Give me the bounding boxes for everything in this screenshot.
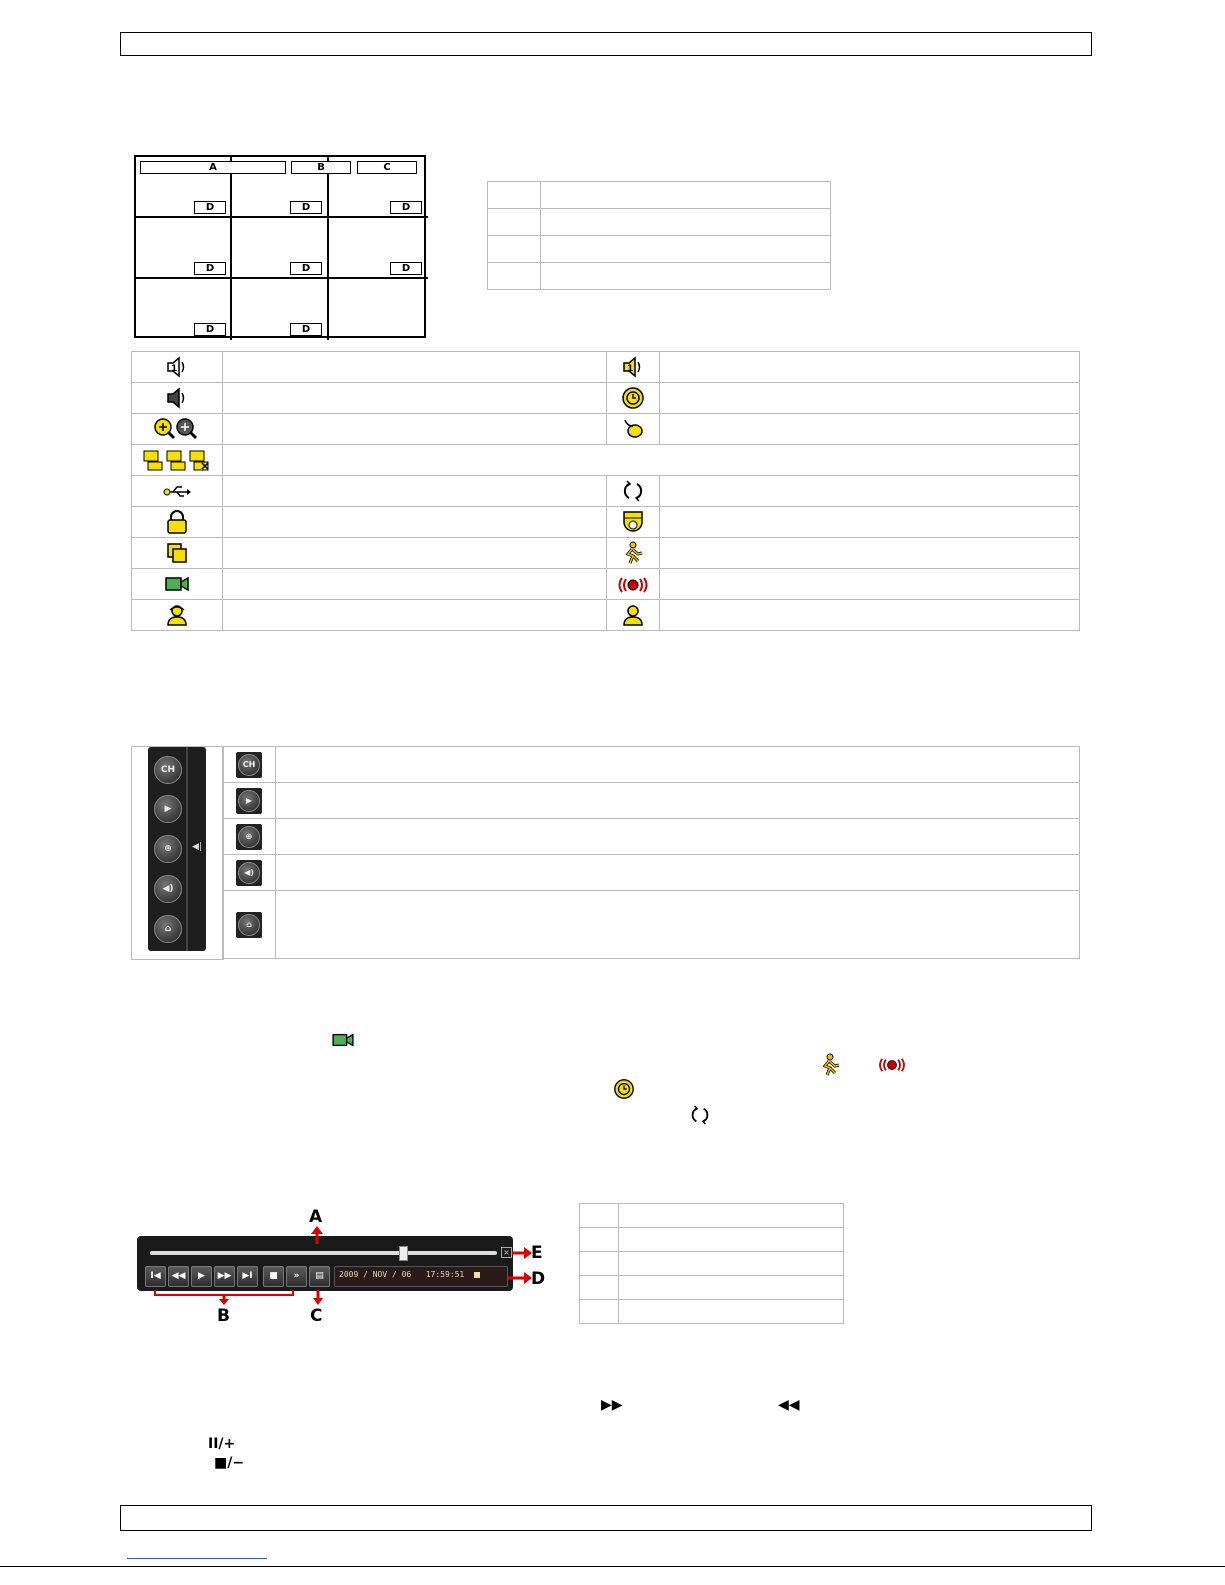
callout-d: D (531, 1269, 546, 1289)
callout-e: E (531, 1243, 543, 1263)
audio-off-icon (165, 387, 189, 409)
network-icons (142, 448, 212, 472)
skip-start-button[interactable]: I◀ (145, 1266, 166, 1287)
quick-menu-bar (148, 747, 206, 951)
callout-c: C (310, 1306, 323, 1326)
audio-on-icon (621, 356, 645, 378)
layout-diagram (134, 155, 426, 338)
diagram-label-d: D (290, 323, 322, 336)
zoom-icon: ⊕ (236, 824, 262, 850)
user-icon (621, 603, 645, 627)
audio-icon: ◀) (236, 860, 262, 886)
close-icon[interactable]: × (501, 1247, 512, 1258)
audio-button[interactable]: ◀) (154, 875, 182, 903)
key-lock-icon (166, 510, 188, 534)
alarm-icon (618, 576, 648, 594)
diagram-label-c: C (357, 161, 417, 174)
record-camera-icon (164, 574, 190, 594)
skip-end-button[interactable]: ▶I (237, 1266, 258, 1287)
sequence-icon (166, 542, 188, 564)
callout-a: A (309, 1207, 323, 1227)
backup-button[interactable]: ▤ (309, 1266, 330, 1287)
play-button[interactable]: ▶ (191, 1266, 212, 1287)
ptz-button[interactable]: ⌂ (154, 915, 182, 943)
diagram-label-a: A (140, 161, 286, 174)
playback-button[interactable]: ▶ (154, 795, 182, 823)
diagram-label-d: D (194, 262, 226, 275)
timer-record-icon (613, 1078, 635, 1100)
slow-button[interactable]: » (286, 1266, 307, 1287)
player-callout-arrows (140, 1210, 550, 1330)
channel-icon: CH (236, 752, 262, 778)
audio-channel-icon (165, 356, 189, 378)
collapse-arrow-icon[interactable]: ◀| (192, 842, 202, 852)
channel-button[interactable]: CH (154, 756, 182, 784)
zoom-button[interactable]: ⊕ (154, 835, 182, 863)
diagram-label-d: D (390, 201, 422, 214)
ptz-icon: ⌂ (236, 912, 262, 938)
diagram-label-d: D (290, 262, 322, 275)
diagram-label-b: B (291, 161, 351, 174)
pause-plus-symbol: II/+ (208, 1436, 236, 1452)
overwrite-icon (622, 480, 644, 502)
svg-text:1: 1 (627, 364, 634, 374)
overwrite-icon (690, 1105, 710, 1125)
diagram-label-d: D (390, 262, 422, 275)
player-legend-table (579, 1203, 844, 1324)
stop-button[interactable]: ■ (263, 1266, 284, 1287)
ptz-camera-icon (622, 510, 644, 534)
play-icon: ▶ (236, 788, 262, 814)
page-bottom-rule (0, 1566, 1225, 1567)
fast-forward-button[interactable]: ▶▶ (214, 1266, 235, 1287)
timer-record-icon (621, 386, 645, 410)
mouse-icon (621, 417, 645, 441)
diagram-label-d: D (194, 323, 226, 336)
playback-timestamp: 2009 / NOV / 06 17:59:51 (339, 1270, 465, 1279)
alarm-icon (878, 1057, 906, 1073)
page-footer-frame (120, 1505, 1092, 1531)
record-camera-icon (331, 1031, 355, 1049)
zoom-icons (153, 417, 201, 441)
legend-table (487, 181, 831, 290)
diagram-label-d: D (194, 201, 226, 214)
rewind-button[interactable]: ◀◀ (168, 1266, 189, 1287)
stop-minus-symbol: ■/− (214, 1455, 245, 1471)
quick-menu-table (222, 746, 1080, 959)
motion-icon (818, 1053, 842, 1077)
page-header-frame (120, 32, 1092, 56)
diagram-label-d: D (290, 201, 322, 214)
svg-text:1: 1 (171, 364, 178, 374)
status-icon-table (131, 351, 1080, 631)
callout-b: B (217, 1306, 230, 1326)
fast-forward-icon: ▶▶ (601, 1397, 623, 1413)
rewind-icon: ◀◀ (778, 1397, 800, 1413)
supervisor-icon (165, 603, 189, 627)
usb-icon (163, 484, 191, 500)
motion-icon (621, 541, 645, 565)
footer-link-underline[interactable] (127, 1558, 267, 1559)
